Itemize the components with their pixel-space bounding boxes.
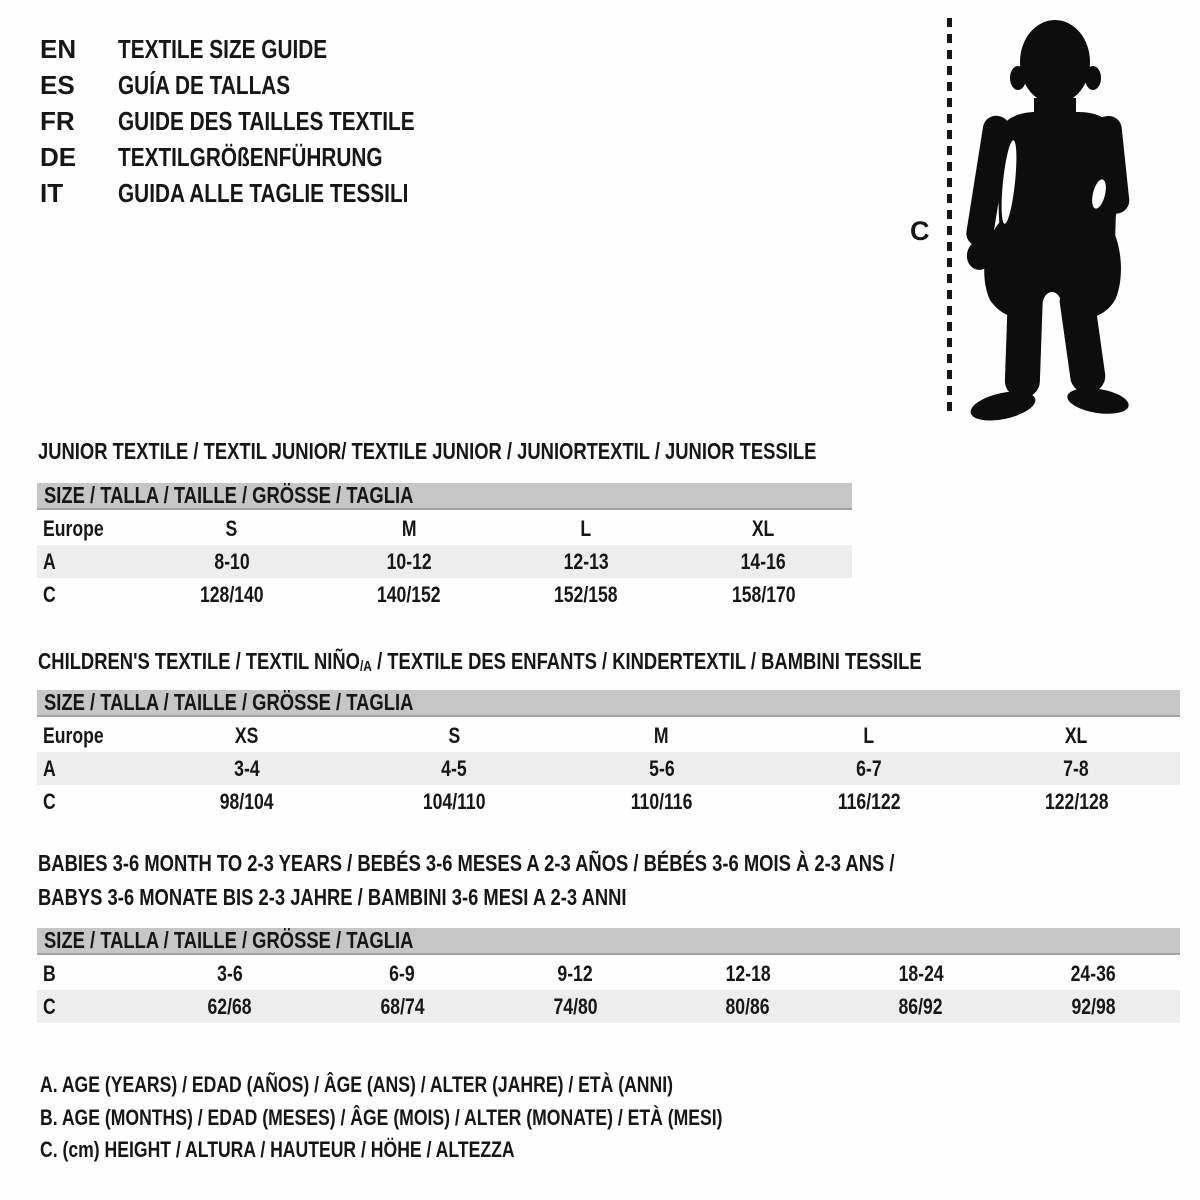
language-code: IT <box>40 178 64 208</box>
size-cell: L <box>580 516 592 541</box>
height-cell: 86/92 <box>898 994 943 1019</box>
children-size-table <box>37 690 1180 818</box>
table-row-height <box>37 785 1180 818</box>
height-cell: 80/86 <box>725 994 770 1019</box>
size-cell: M <box>401 516 417 541</box>
measurement-legend <box>40 1069 893 1167</box>
age-cell: 3-4 <box>233 756 260 781</box>
babies-section-title <box>38 846 1109 914</box>
height-cell: 74/80 <box>553 994 598 1019</box>
months-cell: 18-24 <box>898 961 944 986</box>
guide-title-en: TEXTILE SIZE GUIDE <box>118 34 328 64</box>
language-row-en <box>40 31 489 67</box>
size-cell: S <box>225 516 238 541</box>
row-label: C <box>43 789 56 814</box>
height-cell: 122/128 <box>1044 789 1109 814</box>
age-cell: 8-10 <box>213 549 250 574</box>
language-code: FR <box>40 106 75 136</box>
size-header-bar: SIZE / TALLA / TAILLE / GRÖSSE / TAGLIA <box>37 483 852 510</box>
language-code: ES <box>40 70 75 100</box>
babies-title-line2: BABYS 3-6 MONATE BIS 2-3 JAHRE / BAMBINI 3-6 MESI A 2-3 ANNI <box>38 884 627 910</box>
table-row-height <box>37 578 852 611</box>
row-label: C <box>43 994 56 1019</box>
months-cell: 9-12 <box>557 961 593 986</box>
language-row-fr <box>40 103 489 139</box>
size-header-bar: SIZE / TALLA / TAILLE / GRÖSSE / TAGLIA <box>37 690 1180 717</box>
height-cell: 98/104 <box>219 789 274 814</box>
months-cell: 24-36 <box>1071 961 1117 986</box>
height-cell: 110/116 <box>630 789 693 814</box>
age-cell: 5-6 <box>648 756 675 781</box>
guide-title-it: GUIDA ALLE TAGLIE TESSILI <box>118 178 409 208</box>
language-row-es <box>40 67 489 103</box>
months-cell: 3-6 <box>216 961 243 986</box>
height-cell: 116/122 <box>837 789 901 814</box>
row-label: Europe <box>43 516 104 541</box>
row-label: C <box>43 582 56 607</box>
junior-title-text: JUNIOR TEXTILE / TEXTIL JUNIOR/ TEXTILE JUNIOR / JUNIORTEXTIL / JUNIOR TESSILE <box>38 438 817 464</box>
row-label: A <box>43 756 56 781</box>
size-cell: XS <box>234 723 259 748</box>
guide-title-es: GUÍA DE TALLAS <box>118 70 291 100</box>
legend-line-c: C. (cm) HEIGHT / ALTURA / HAUTEUR / HÖHE / ALTEZZA <box>40 1137 515 1162</box>
height-cell: 128/140 <box>199 582 264 607</box>
children-title-suffix: / TEXTILE DES ENFANTS / KINDERTEXTIL / BAMBINI TESSILE <box>371 648 922 674</box>
children-title-prefix: CHILDREN'S TEXTILE / TEXTIL NIÑO <box>38 648 360 674</box>
table-row-europe <box>37 719 1180 752</box>
size-cell: M <box>654 723 669 748</box>
height-measure-label: C <box>910 216 930 246</box>
size-header-bar: SIZE / TALLA / TAILLE / GRÖSSE / TAGLIA <box>37 928 1180 955</box>
size-cell: S <box>448 723 460 748</box>
age-cell: 10-12 <box>386 549 432 574</box>
age-cell: 6-7 <box>856 756 882 781</box>
height-cell: 152/158 <box>554 582 618 607</box>
age-cell: 12-13 <box>563 549 609 574</box>
height-cell: 158/170 <box>731 582 796 607</box>
table-row-europe <box>37 512 852 545</box>
legend-line-b: B. AGE (MONTHS) / EDAD (MESES) / ÂGE (MOIS) / ALTER (MONATE) / ETÀ (MESI) <box>40 1104 723 1130</box>
height-cell: 68/74 <box>380 994 425 1019</box>
age-cell: 14-16 <box>740 549 786 574</box>
children-section-title <box>38 644 1143 682</box>
junior-size-table <box>37 483 852 611</box>
size-cell: L <box>863 723 875 748</box>
legend-line-a: A. AGE (YEARS) / EDAD (AÑOS) / ÂGE (ANS) / ALTER (JAHRE) / ETÀ (ANNI) <box>40 1072 673 1097</box>
language-list <box>40 31 489 211</box>
age-cell: 4-5 <box>441 756 467 781</box>
junior-section-title <box>38 434 1011 468</box>
table-row-months <box>37 957 1180 990</box>
height-cell: 92/98 <box>1071 994 1116 1019</box>
children-title-sub: /A <box>359 658 372 675</box>
months-cell: 6-9 <box>389 961 415 986</box>
height-cell: 140/152 <box>377 582 441 607</box>
language-code: DE <box>40 142 77 172</box>
table-row-age <box>37 752 1180 785</box>
row-label: A <box>43 549 56 574</box>
row-label: B <box>43 961 56 986</box>
age-cell: 7-8 <box>1063 756 1090 781</box>
months-cell: 12-18 <box>725 961 771 986</box>
height-measure-dashed-line <box>947 18 952 416</box>
language-row-it <box>40 175 489 211</box>
guide-title-de: TEXTILGRÖßENFÜHRUNG <box>118 142 383 172</box>
language-row-de <box>40 139 489 175</box>
table-row-height <box>37 990 1180 1023</box>
height-cell: 104/110 <box>422 789 486 814</box>
guide-title-fr: GUIDE DES TAILLES TEXTILE <box>118 106 415 136</box>
babies-size-table <box>37 928 1180 1023</box>
language-code: EN <box>40 34 77 64</box>
size-cell: XL <box>1065 723 1088 748</box>
toddler-silhouette-icon <box>958 14 1140 424</box>
size-cell: XL <box>752 516 775 541</box>
babies-title-line1: BABIES 3-6 MONTH TO 2-3 YEARS / BEBÉS 3-6 MESES A 2-3 AÑOS / BÉBÉS 3-6 MOIS À 2-3 ANS / <box>38 850 895 876</box>
table-row-age <box>37 545 852 578</box>
height-cell: 62/68 <box>207 994 252 1019</box>
row-label: Europe <box>43 723 104 748</box>
